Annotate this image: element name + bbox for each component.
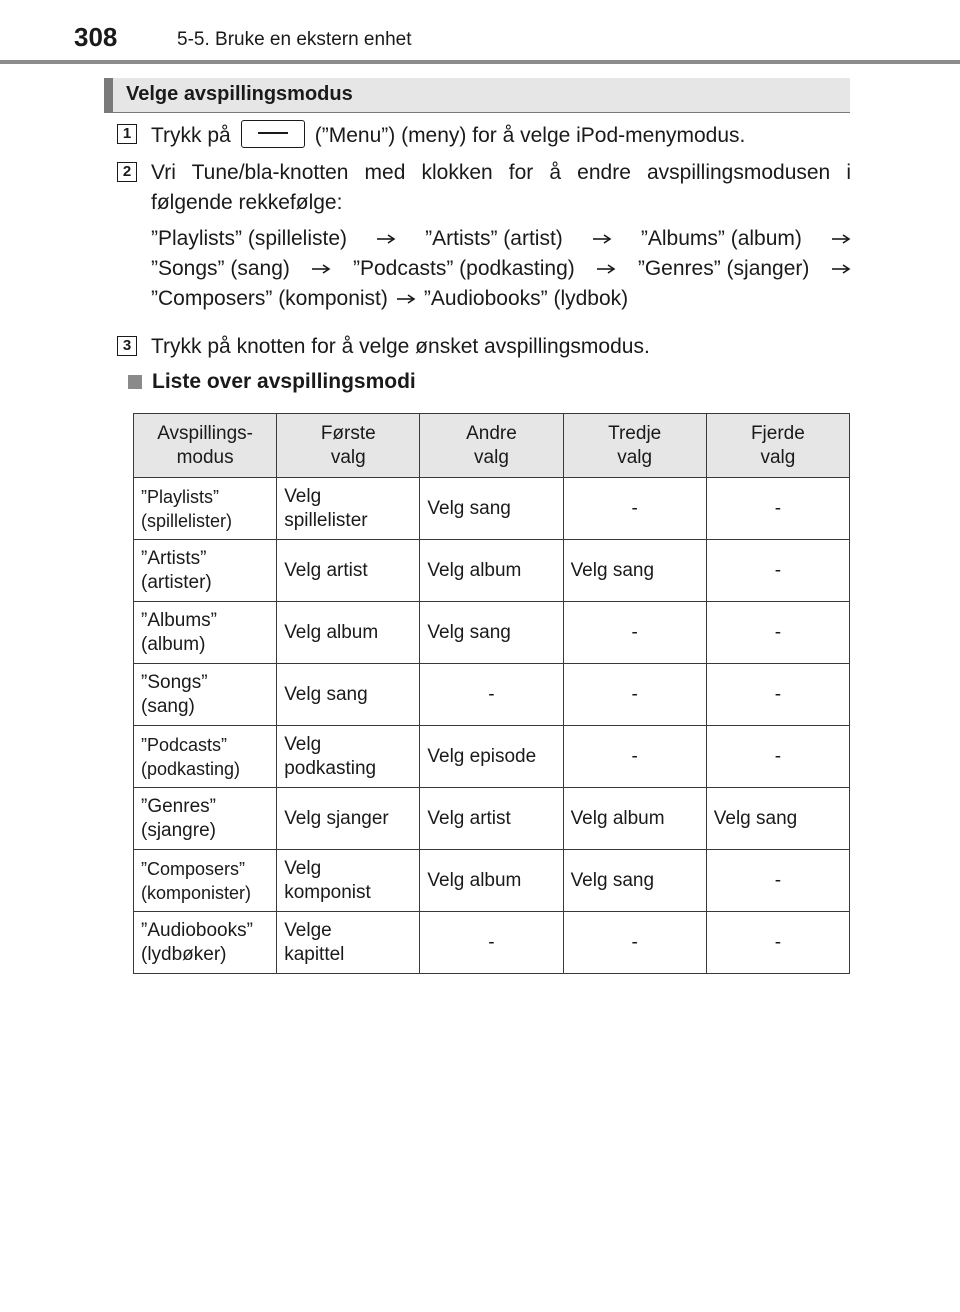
arrow-right-icon — [592, 233, 612, 245]
first-choice-cell: Velg spillelister — [277, 478, 420, 540]
list-subheading — [128, 370, 416, 394]
second-choice-cell: Velg sang — [420, 478, 563, 540]
first-choice-cell: Velg sjanger — [277, 788, 420, 850]
step-3-badge: 3 — [117, 336, 137, 356]
first-choice-cell: Velge kapittel — [277, 912, 420, 974]
mode-cell: ”Audiobooks” (lydbøker) — [134, 912, 277, 974]
fourth-choice-cell: - — [706, 478, 849, 540]
fourth-choice-cell: - — [706, 602, 849, 664]
table-row — [134, 788, 850, 850]
playback-modes-table — [133, 413, 850, 974]
third-choice-cell: - — [563, 478, 706, 540]
first-choice-cell: Velg komponist — [277, 850, 420, 912]
header-fourth-choice: Fjerde valg — [706, 414, 849, 478]
header-second-choice: Andre valg — [420, 414, 563, 478]
fourth-choice-cell: - — [706, 912, 849, 974]
mode-cell: ”Artists” (artister) — [134, 540, 277, 602]
arrow-right-icon — [831, 263, 851, 275]
section-title: Velge avspillingsmodus — [126, 83, 353, 105]
table-row — [134, 540, 850, 602]
square-bullet-icon — [128, 375, 142, 389]
section-path: 5-5. Bruke en ekstern enhet — [177, 29, 412, 50]
step-1-badge: 1 — [117, 124, 137, 144]
table-row — [134, 478, 850, 540]
second-choice-cell: Velg artist — [420, 788, 563, 850]
sequence-line-1 — [151, 224, 851, 254]
table-row — [134, 912, 850, 974]
menu-dash-icon — [258, 132, 288, 134]
sequence-item: ”Playlists” (spilleliste) — [151, 227, 348, 250]
header-rule — [0, 60, 960, 64]
fourth-choice-cell: - — [706, 540, 849, 602]
arrow-right-icon — [376, 233, 396, 245]
step-1-text-before: Trykk på — [151, 124, 231, 147]
second-choice-cell: Velg album — [420, 850, 563, 912]
first-choice-cell: Velg artist — [277, 540, 420, 602]
table-row — [134, 664, 850, 726]
step-1-text-after: (”Menu”) (meny) for å velge iPod-menymodus. — [314, 124, 746, 147]
mode-cell: ”Podcasts” (podkasting) — [134, 726, 277, 788]
first-choice-cell: Velg album — [277, 602, 420, 664]
menu-button[interactable] — [241, 120, 305, 148]
sequence-item: ”Albums” (album) — [640, 227, 802, 250]
step-3-text: Trykk på knotten for å velge ønsket avspillingsmodus. — [151, 335, 650, 358]
section-title-box — [104, 78, 850, 112]
mode-cell: ”Albums” (album) — [134, 602, 277, 664]
mode-cell: ”Playlists” (spillelister) — [134, 478, 277, 540]
arrow-right-icon — [396, 293, 416, 305]
sequence-item: ”Artists” (artist) — [425, 227, 563, 250]
third-choice-cell: - — [563, 664, 706, 726]
section-title-bar — [104, 78, 113, 112]
third-choice-cell: - — [563, 602, 706, 664]
mode-cell: ”Songs” (sang) — [134, 664, 277, 726]
arrow-right-icon — [596, 263, 616, 275]
header-third-choice: Tredje valg — [563, 414, 706, 478]
third-choice-cell: Velg sang — [563, 850, 706, 912]
table-row — [134, 726, 850, 788]
fourth-choice-cell: - — [706, 850, 849, 912]
arrow-right-icon — [311, 263, 331, 275]
section-rule — [104, 112, 850, 113]
fourth-choice-cell: - — [706, 664, 849, 726]
sequence-line-2 — [151, 254, 851, 284]
second-choice-cell: - — [420, 912, 563, 974]
header-mode: Avspillings- modus — [134, 414, 277, 478]
second-choice-cell: Velg episode — [420, 726, 563, 788]
sequence-item: ”Composers” (komponist) — [151, 287, 388, 310]
header-first-choice: Første valg — [277, 414, 420, 478]
sequence-line-3 — [151, 284, 851, 314]
arrow-right-icon — [831, 233, 851, 245]
second-choice-cell: Velg album — [420, 540, 563, 602]
table-row — [134, 602, 850, 664]
first-choice-cell: Velg podkasting — [277, 726, 420, 788]
second-choice-cell: Velg sang — [420, 602, 563, 664]
fourth-choice-cell: Velg sang — [706, 788, 849, 850]
mode-cell: ”Genres” (sjangre) — [134, 788, 277, 850]
mode-cell: ”Composers” (komponister) — [134, 850, 277, 912]
step-2-line-2: følgende rekkefølge: — [151, 191, 343, 214]
first-choice-cell: Velg sang — [277, 664, 420, 726]
sequence-item: ”Songs” (sang) — [151, 257, 290, 280]
fourth-choice-cell: - — [706, 726, 849, 788]
table-row — [134, 850, 850, 912]
third-choice-cell: - — [563, 726, 706, 788]
third-choice-cell: - — [563, 912, 706, 974]
sequence-item: ”Audiobooks” (lydbok) — [423, 287, 629, 310]
page-number: 308 — [74, 22, 118, 52]
sequence-item: ”Podcasts” (podkasting) — [352, 257, 575, 280]
third-choice-cell: Velg album — [563, 788, 706, 850]
third-choice-cell: Velg sang — [563, 540, 706, 602]
second-choice-cell: - — [420, 664, 563, 726]
step-2-badge: 2 — [117, 162, 137, 182]
step-1-text — [151, 120, 851, 151]
list-title: Liste over avspillingsmodi — [152, 370, 416, 393]
step-2-line-1: Vri Tune/bla-knotten med klokken for å endre avspillingsmodusen i — [151, 161, 851, 184]
table-header-row — [134, 414, 850, 478]
sequence-item: ”Genres” (sjanger) — [637, 257, 810, 280]
